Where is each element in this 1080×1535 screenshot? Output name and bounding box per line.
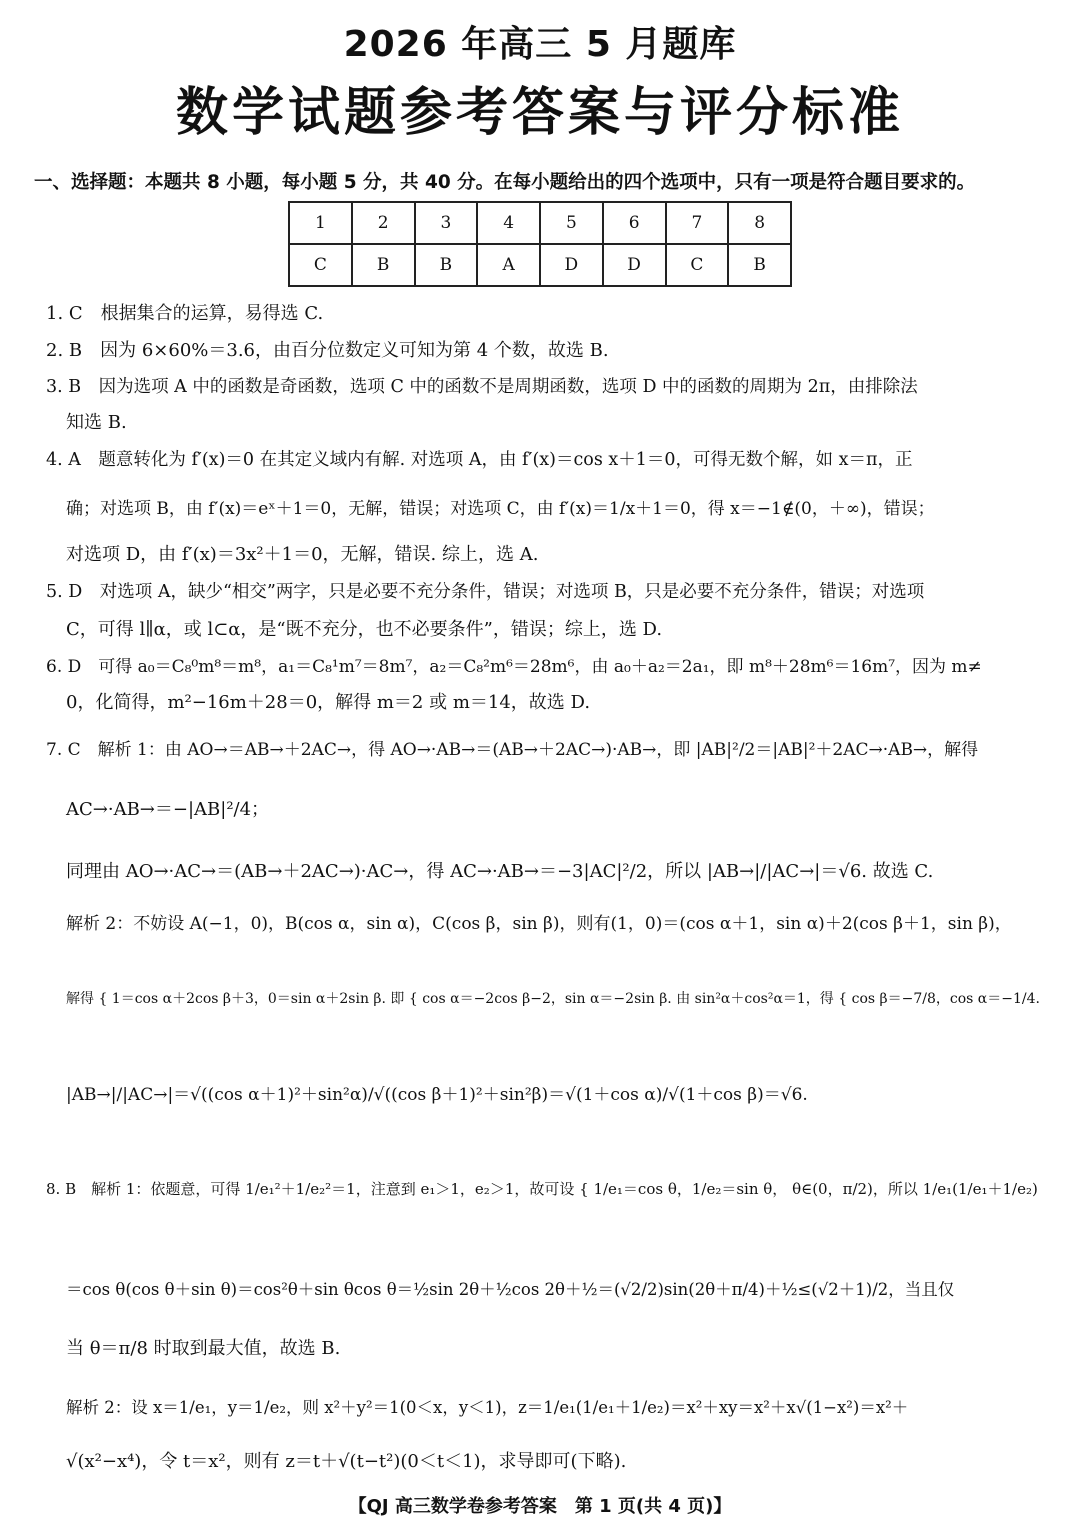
solution-line-q8-method2-cont: √(x²−x⁴)，令 t＝x²，则有 z＝t＋√(t−t²)(0＜t＜1)，求导即可(下略).: [66, 1451, 627, 1472]
answer-letter: B: [352, 244, 415, 286]
answer-table-number-row: [289, 202, 791, 244]
solution-line-q8: 8. B 解析 1：依题意，可得 1/e₁²＋1/e₂²＝1，注意到 e₁＞1，e₂＞1，故可设 { 1/e₁＝cos θ，1/e₂＝sin θ， θ∈(0，π/2)，所以 1/e₁(1/e₁＋1/e₂): [46, 1180, 1038, 1198]
solution-line-q8-cont2: 当 θ＝π/8 时取到最大值，故选 B.: [66, 1338, 341, 1359]
question-number: 5: [540, 202, 603, 244]
solution-line-q7-system: 解得 { 1＝cos α＋2cos β＋3，0＝sin α＋2sin β. 即 { cos α＝−2cos β−2，sin α＝−2sin β. 由 sin²α＋cos²α＝1，得 { cos β＝−7/8，cos α＝−1/4.: [66, 991, 1040, 1007]
question-number: 6: [603, 202, 666, 244]
solution-line-q3: 3. B 因为选项 A 中的函数是奇函数，选项 C 中的函数不是周期函数，选项 D 中的函数的周期为 2π，由排除法: [46, 377, 918, 397]
question-number: 1: [289, 202, 352, 244]
answer-table-answer-row: [289, 244, 791, 286]
answer-letter: D: [603, 244, 666, 286]
solution-line-q7-ratio: |AB→|/|AC→|＝√((cos α＋1)²＋sin²α)/√((cos β＋1)²＋sin²β)＝√(1＋cos α)/√(1＋cos β)＝√6.: [66, 1085, 808, 1105]
solution-line-q8-cont1: ＝cos θ(cos θ＋sin θ)＝cos²θ＋sin θcos θ＝½sin 2θ＋½cos 2θ＋½＝(√2/2)sin(2θ＋π/4)＋½≤(√2＋1)/2，当且仅: [66, 1280, 955, 1299]
solution-line-q2: 2. B 因为 6×60%＝3.6，由百分位数定义可知为第 4 个数，故选 B.: [46, 340, 609, 361]
solution-line-q7-cont1: AC→·AB→＝−|AB|²/4；: [66, 799, 270, 820]
answer-letter: C: [666, 244, 729, 286]
question-number: 3: [415, 202, 478, 244]
answer-table: [288, 201, 792, 287]
answer-letter: C: [289, 244, 352, 286]
solution-line-q1: 1. C 根据集合的运算，易得选 C.: [46, 303, 324, 324]
question-number: 7: [666, 202, 729, 244]
solution-line-q5: 5. D 对选项 A，缺少“相交”两字，只是必要不充分条件，错误；对选项 B，只是必要不充分条件，错误；对选项: [46, 582, 925, 602]
page-title-line2: 数学试题参考答案与评分标准: [175, 83, 904, 143]
solution-line-q7-cont2: 同理由 AO→·AC→＝(AB→＋2AC→)·AC→，得 AC→·AB→＝−3|AC|²/2，所以 |AB→|/|AC→|＝√6. 故选 C.: [66, 861, 934, 882]
answer-letter: D: [540, 244, 603, 286]
page-title-line1: 2026 年高三 5 月题库: [343, 24, 737, 65]
question-number: 8: [728, 202, 791, 244]
question-number: 4: [477, 202, 540, 244]
answer-letter: A: [477, 244, 540, 286]
answer-letter: B: [415, 244, 478, 286]
solution-line-q4-cont1: 确；对选项 B，由 f′(x)＝eˣ＋1＝0，无解，错误；对选项 C，由 f′(x)＝1/x＋1＝0，得 x＝−1∉(0，＋∞)，错误；: [66, 499, 935, 519]
solution-line-q8-method2: 解析 2：设 x＝1/e₁，y＝1/e₂，则 x²＋y²＝1(0＜x，y＜1)，z＝1/e₁(1/e₁＋1/e₂)＝x²＋xy＝x²＋x√(1−x²)＝x²＋: [66, 1398, 909, 1417]
solution-line-q3-cont: 知选 B.: [66, 412, 127, 433]
solution-line-q5-cont: C，可得 l∥α，或 l⊂α，是“既不充分，也不必要条件”，错误；综上，选 D.: [66, 619, 663, 640]
solution-line-q7: 7. C 解析 1：由 AO→＝AB→＋2AC→，得 AO→·AB→＝(AB→＋2AC→)·AB→，即 |AB|²/2＝|AB|²＋2AC→·AB→，解得: [46, 740, 979, 760]
solution-line-q6: 6. D 可得 a₀＝C₈⁰m⁸＝m⁸，a₁＝C₈¹m⁷＝8m⁷，a₂＝C₈²m⁶＝28m⁶，由 a₀＋a₂＝2a₁，即 m⁸＋28m⁶＝16m⁷，因为 m≠: [46, 657, 982, 677]
section-heading: 一、选择题：本题共 8 小题，每小题 5 分，共 40 分。在每小题给出的四个选项中，只有一项是符合题目要求的。: [34, 172, 976, 193]
page-footer: 【QJ 高三数学卷参考答案 第 1 页(共 4 页)】: [348, 1496, 732, 1517]
question-number: 2: [352, 202, 415, 244]
solution-line-q7-method2: 解析 2：不妨设 A(−1，0)，B(cos α，sin α)，C(cos β，sin β)，则有(1，0)＝(cos α＋1，sin α)＋2(cos β＋1，sin β)，: [66, 914, 1012, 934]
solution-line-q4: 4. A 题意转化为 f′(x)＝0 在其定义域内有解. 对选项 A，由 f′(x)＝cos x＋1＝0，可得无数个解，如 x＝π，正: [46, 450, 913, 470]
answer-letter: B: [728, 244, 791, 286]
solution-line-q4-cont2: 对选项 D，由 f′(x)＝3x²＋1＝0，无解，错误. 综上，选 A.: [66, 544, 539, 565]
solution-line-q6-cont: 0，化简得，m²−16m＋28＝0，解得 m＝2 或 m＝14，故选 D.: [66, 692, 591, 713]
